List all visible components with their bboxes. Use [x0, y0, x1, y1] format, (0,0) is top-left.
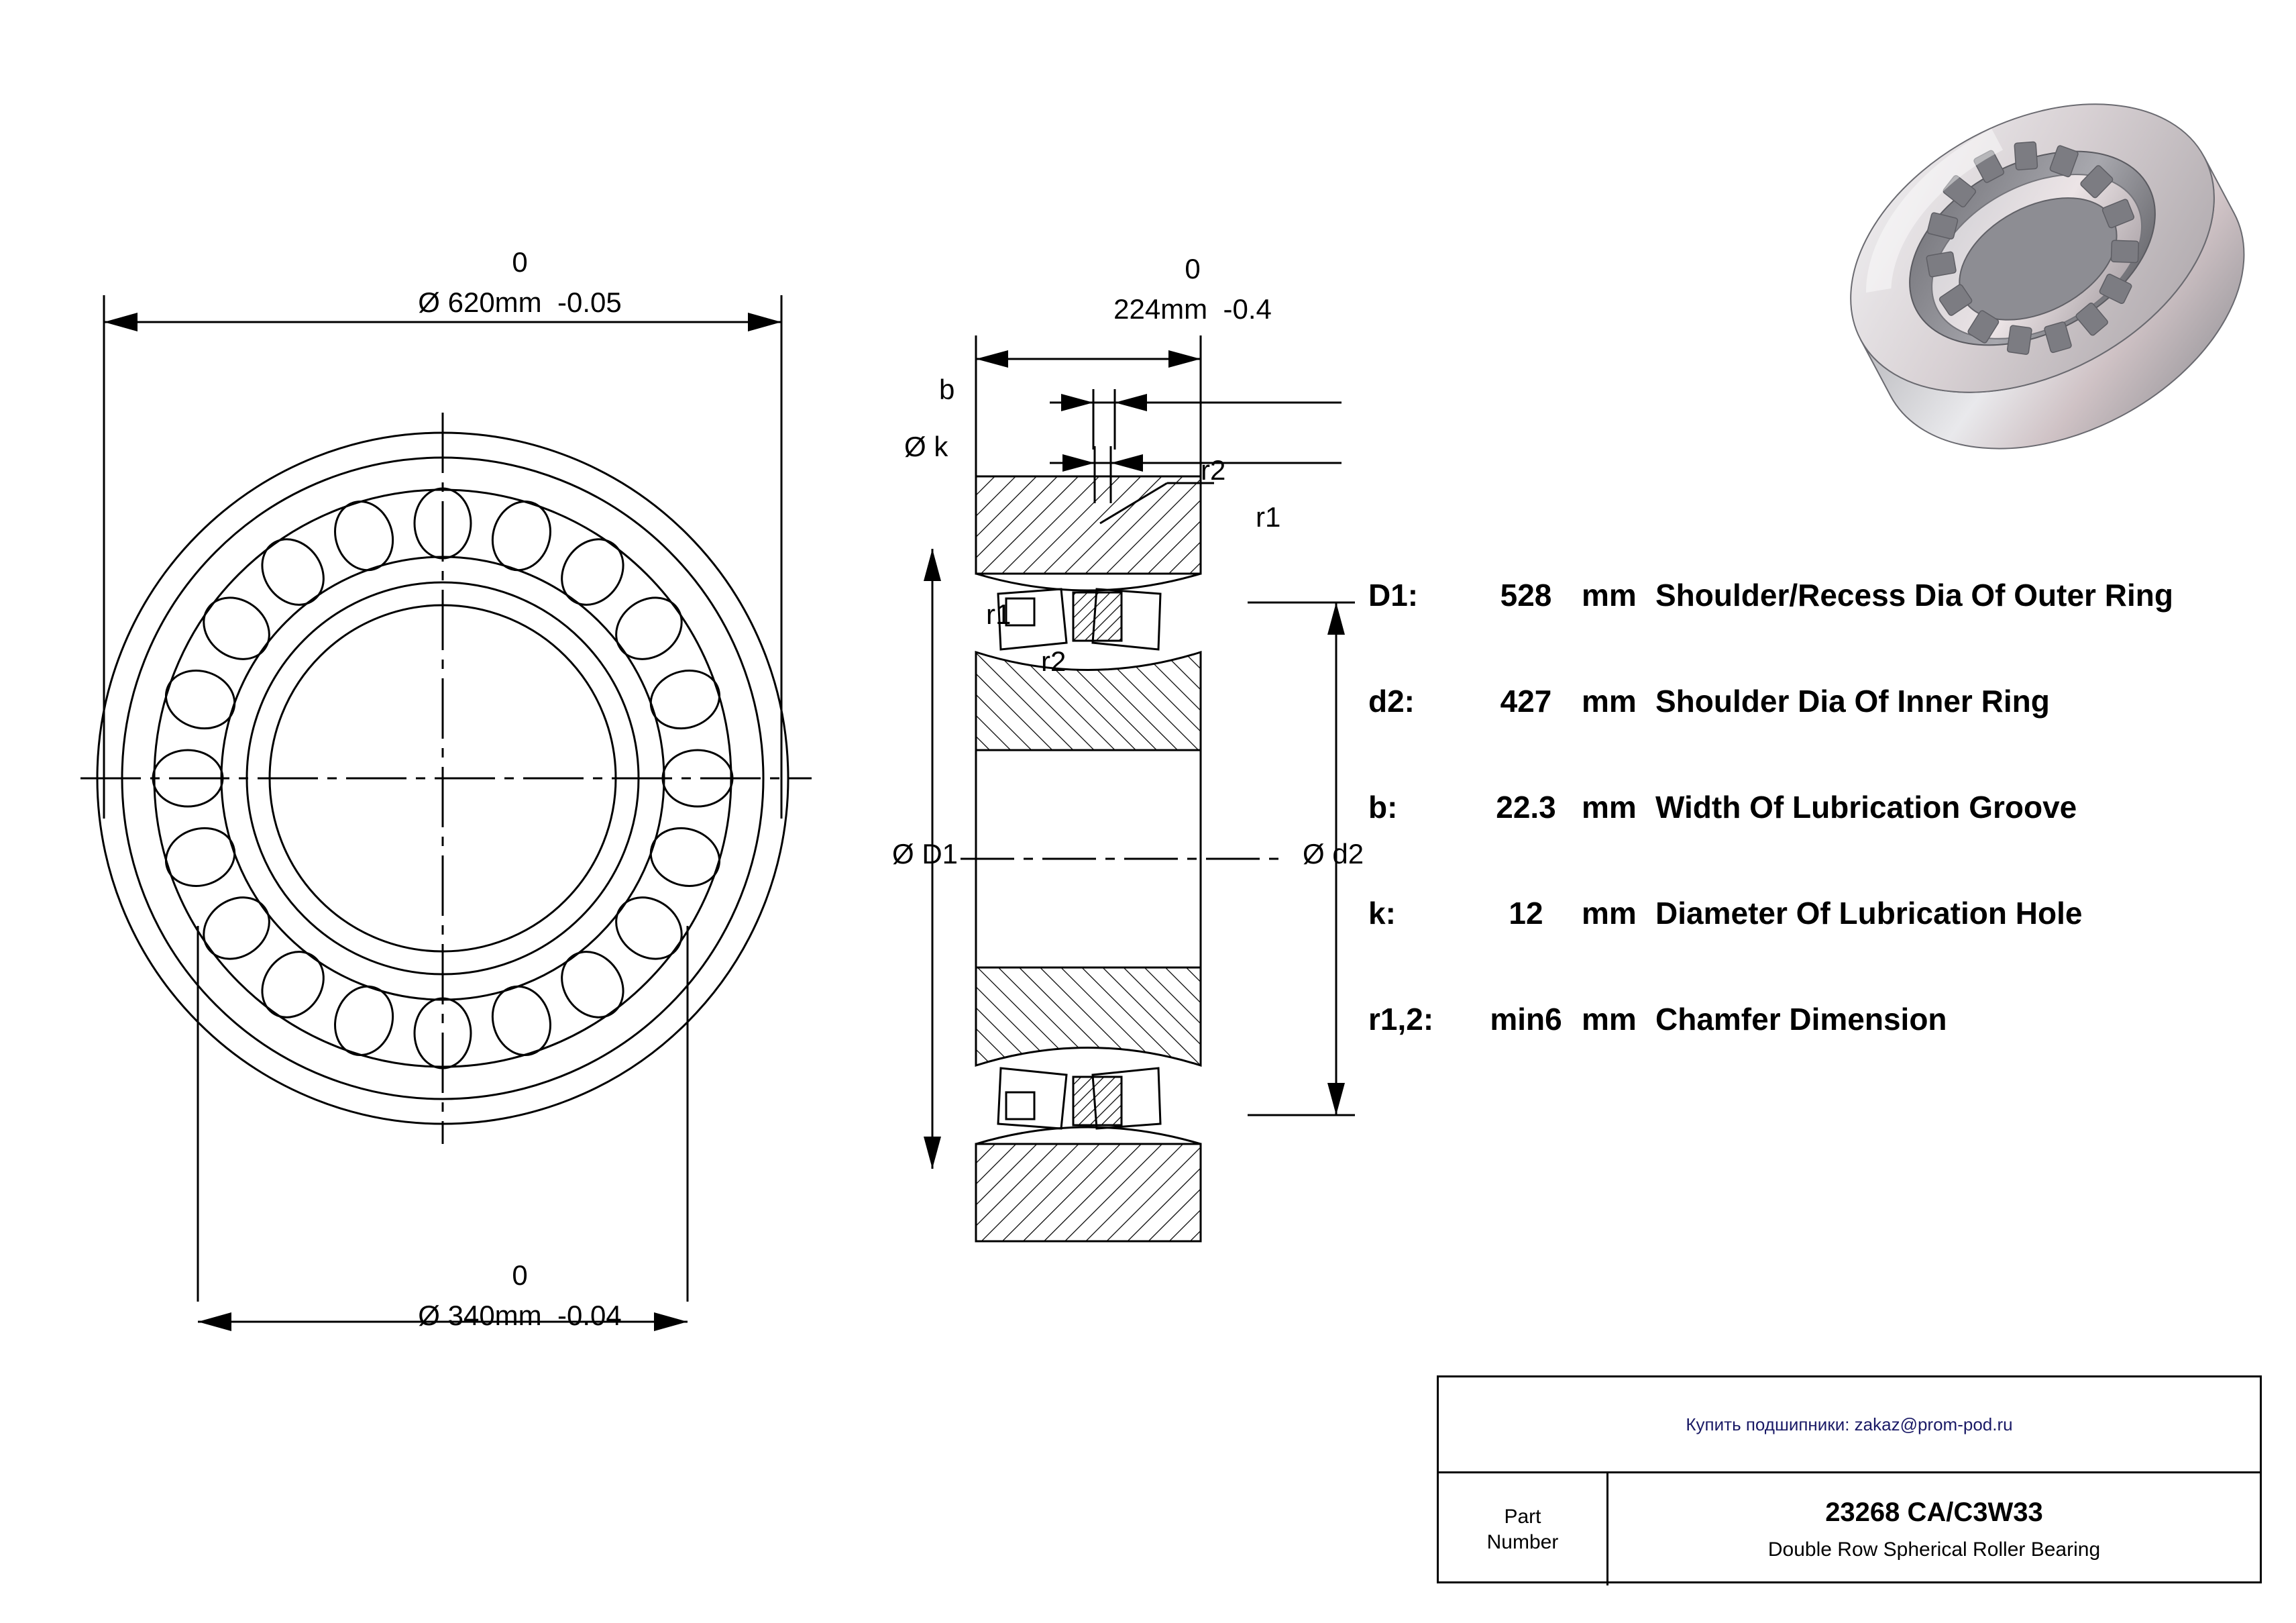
spec-symbol: b: [1368, 790, 1398, 825]
d2-label: Ø d2 [1303, 838, 1364, 870]
part-label-line1: Part [1504, 1506, 1541, 1528]
r1-left-label: r1 [986, 598, 1012, 630]
title-block-contact-row [1439, 1377, 2260, 1473]
spec-description: Chamfer Dimension [1655, 1002, 1947, 1037]
front-view-extension-lines [80, 295, 832, 1342]
D1-label: Ø D1 [892, 838, 959, 870]
spec-value: min6 [1490, 1002, 1562, 1037]
spec-description: Shoulder Dia Of Inner Ring [1655, 684, 2050, 719]
section-width-tolerance-upper: 0 [1185, 253, 1201, 284]
part-label-line2: Number [1486, 1530, 1559, 1553]
r1-right-label: r1 [1256, 501, 1281, 533]
title-block-part-row [1439, 1473, 2260, 1585]
spec-unit: mm [1582, 790, 1637, 825]
section-width-tolerance-lower: -0.4 [1223, 293, 1272, 325]
front-bottom-dim-text [418, 1302, 621, 1330]
spec-value: 12 [1509, 896, 1543, 931]
spec-row [1368, 577, 2254, 683]
front-bottom-dim-tolerance-lower: -0.04 [557, 1300, 622, 1331]
part-number-label [1439, 1473, 1608, 1585]
part-number: 23268 CA/C3W33 [1825, 1498, 2043, 1527]
part-number-value-area [1608, 1473, 2260, 1585]
front-bottom-dim-value: Ø 340mm [418, 1300, 542, 1331]
front-top-dim-text [418, 286, 622, 318]
spec-symbol: D1: [1368, 578, 1419, 613]
section-width-value: 224mm [1113, 293, 1208, 325]
front-bottom-dim-tolerance-upper: 0 [512, 1259, 528, 1291]
spec-value: 22.3 [1496, 790, 1556, 825]
specification-list [1368, 577, 2254, 1107]
r2-left-label: r2 [1041, 645, 1067, 677]
spec-unit: mm [1582, 896, 1637, 931]
part-description: Double Row Spherical Roller Bearing [1767, 1538, 2101, 1561]
spec-value: 528 [1500, 578, 1552, 613]
spec-unit: mm [1582, 1002, 1637, 1037]
b-label: b [939, 374, 955, 405]
r2-top-leader [1093, 456, 1261, 530]
spec-value: 427 [1500, 684, 1552, 719]
spec-description: Width Of Lubrication Groove [1655, 790, 2077, 825]
front-top-dim-tolerance-lower: -0.05 [557, 286, 622, 318]
spec-unit: mm [1582, 578, 1637, 613]
r2-top-label: r2 [1201, 454, 1226, 486]
bearing-3d-illustration [1831, 34, 2260, 523]
k-label: Ø k [904, 431, 948, 462]
spec-unit: mm [1582, 684, 1637, 719]
spec-symbol: k: [1368, 896, 1396, 931]
spec-symbol: r1,2: [1368, 1002, 1434, 1037]
spec-symbol: d2: [1368, 684, 1415, 719]
spec-row [1368, 683, 2254, 789]
section-width-dim-text [1113, 295, 1272, 323]
contact-text: Купить подшипники: zakaz@prom-pod.ru [1686, 1414, 2013, 1434]
spec-description: Shoulder/Recess Dia Of Outer Ring [1655, 578, 2173, 613]
spec-row [1368, 789, 2254, 895]
spec-description: Diameter Of Lubrication Hole [1655, 896, 2083, 931]
front-top-dim-tolerance-upper: 0 [512, 246, 528, 278]
front-top-dim-value: Ø 620mm [418, 286, 542, 318]
spec-row [1368, 895, 2254, 1001]
title-block [1437, 1375, 2262, 1583]
spec-row [1368, 1001, 2254, 1107]
